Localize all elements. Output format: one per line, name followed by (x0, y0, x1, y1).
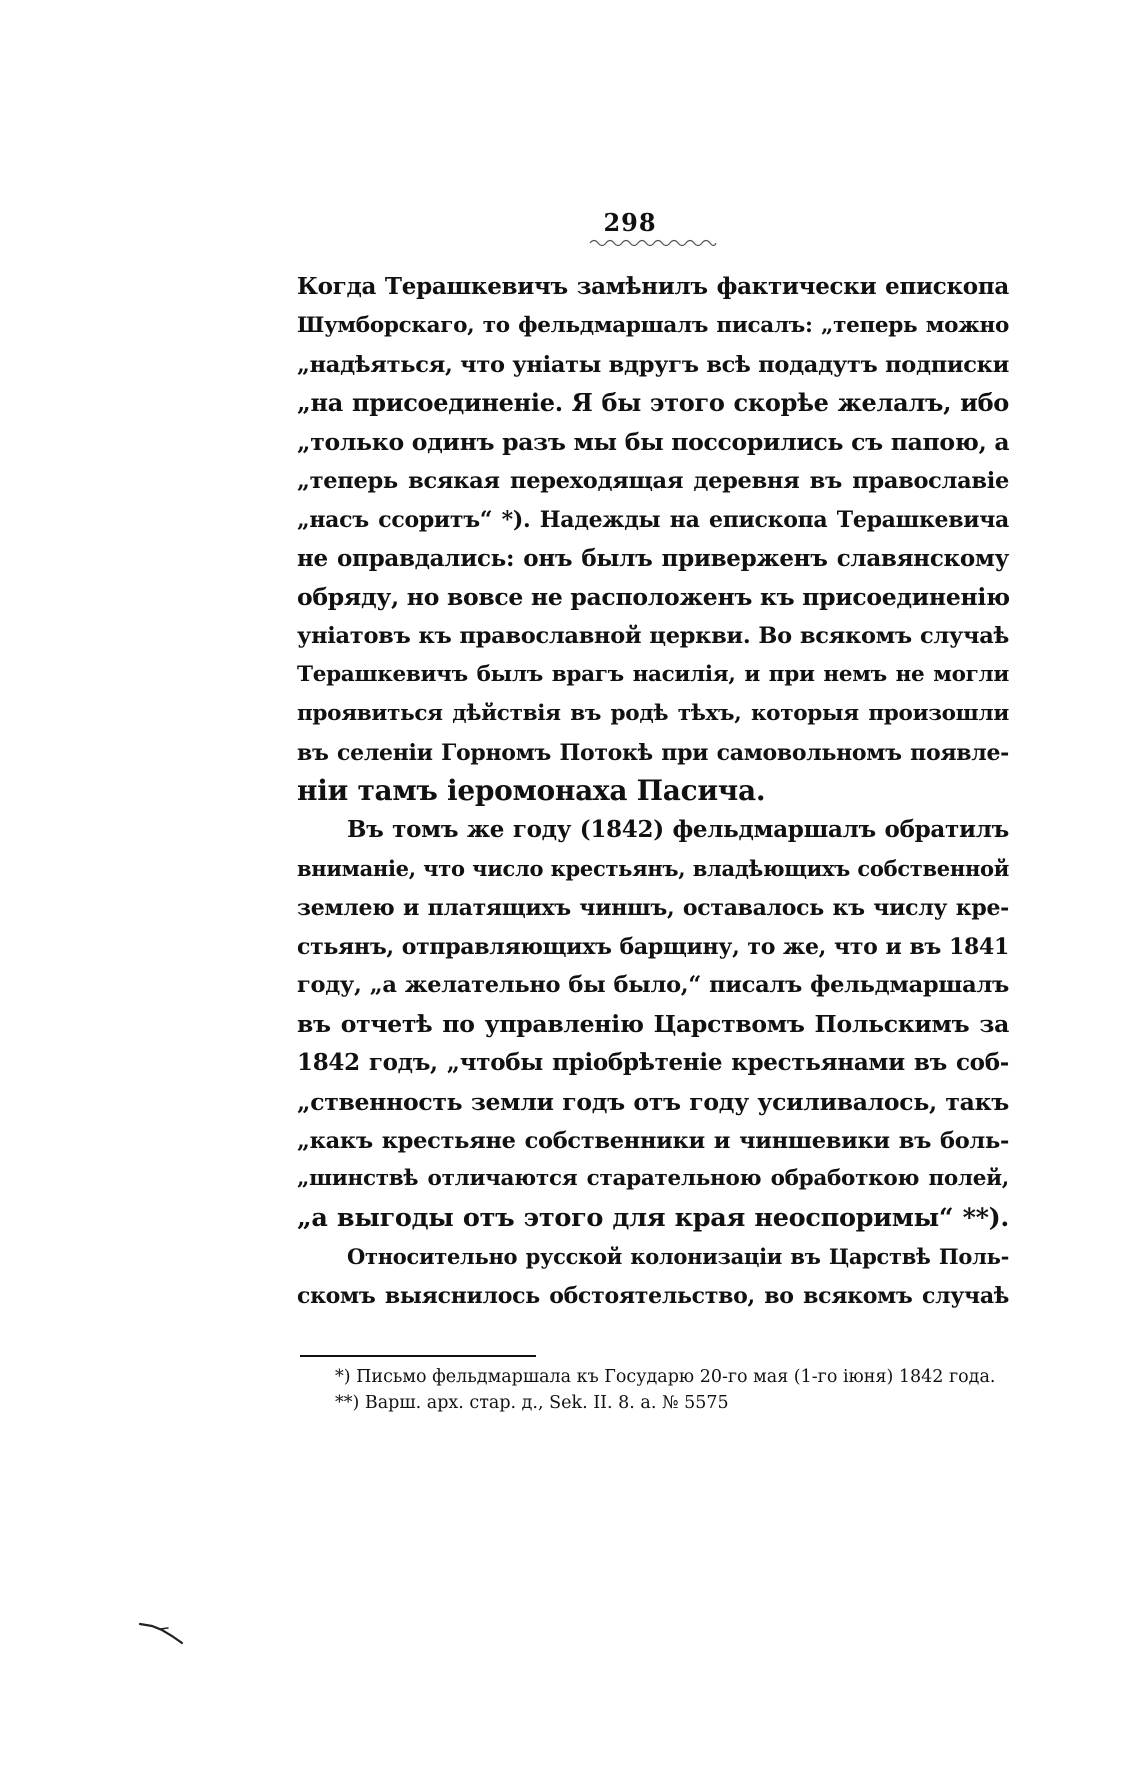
ornament-rule (588, 236, 718, 250)
page-number: 298 (603, 208, 657, 237)
text-line: Терашкевичъ былъ врагъ насилія, и при немъ не могли (297, 661, 1009, 687)
text-line: „какъ крестьяне собственники и чиншевики въ боль- (297, 1127, 1009, 1154)
text-line: году, „а желательно бы было,“ писалъ фельдмаршалъ (297, 972, 1009, 999)
text-line: не оправдались: онъ былъ приверженъ славянскому (297, 544, 1009, 572)
text-line: Шумборскаго, то фельдмаршалъ писалъ: „теперь можно (297, 312, 1009, 338)
footnote-divider (300, 1355, 536, 1357)
text-line: „надѣяться, что уніаты вдругъ всѣ подадутъ подписки (297, 351, 1009, 378)
text-line: Относительно русской колонизаціи въ Царствѣ Поль- (347, 1243, 1009, 1269)
text-line: „ственность земли годъ отъ году усиливалось, такъ (297, 1087, 1009, 1116)
text-line: Когда Терашкевичъ замѣнилъ фактически епископа (297, 273, 1009, 300)
scan-mark-icon (138, 1620, 188, 1646)
text-line: „теперь всякая переходящая деревня въ православіе (297, 467, 1009, 494)
text-line: въ отчетѣ по управленію Царствомъ Польскимъ за (297, 1010, 1009, 1039)
text-line: „а выгоды отъ этого для края неоспоримы“ **). (297, 1203, 1009, 1234)
text-line: проявиться дѣйствія въ родѣ тѣхъ, которыя произошли (297, 700, 1009, 726)
footnote: *) Письмо фельдмаршала къ Государю 20-го мая (1-го іюня) 1842 года. (335, 1367, 996, 1387)
text-line: „насъ ссоритъ“ *). Надежды на епископа Терашкевича (297, 506, 1009, 533)
text-line: обряду, но вовсе не расположенъ къ присоединенію (297, 583, 1010, 612)
text-line: уніатовъ къ православной церкви. Во всякомъ случаѣ (297, 623, 1009, 650)
text-line: „шинствѣ отличаются старательною обработкою полей, (297, 1166, 1009, 1192)
footnote: **) Варш. арх. стар. д., Sek. II. 8. a. № 5575 (335, 1393, 729, 1413)
body-text (297, 268, 1009, 1316)
text-line: 1842 годъ, „чтобы пріобрѣтеніе крестьянами въ соб- (297, 1048, 1009, 1076)
text-line: вниманіе, что число крестьянъ, владѣющихъ собственной (297, 855, 1009, 881)
footnotes (335, 1364, 1035, 1416)
text-line: землею и платящихъ чиншъ, оставалось къ числу кре- (297, 894, 1009, 921)
text-line: въ селеніи Горномъ Потокѣ при самовольномъ появле- (297, 739, 1009, 766)
text-line: ніи тамъ іеромонаха Пасича. (297, 774, 766, 808)
text-line: „только одинъ разъ мы бы поссорились съ папою, а (297, 428, 1010, 457)
text-line: скомъ выяснилось обстоятельство, во всякомъ случаѣ (297, 1282, 1009, 1309)
text-line: „на присоединеніе. Я бы этого скорѣе желалъ, ибо (297, 388, 1009, 418)
text-line: стьянъ, отправляющихъ барщину, то же, что и въ 1841 (297, 933, 1009, 960)
text-line: Въ томъ же году (1842) фельдмаршалъ обратилъ (347, 816, 1009, 844)
